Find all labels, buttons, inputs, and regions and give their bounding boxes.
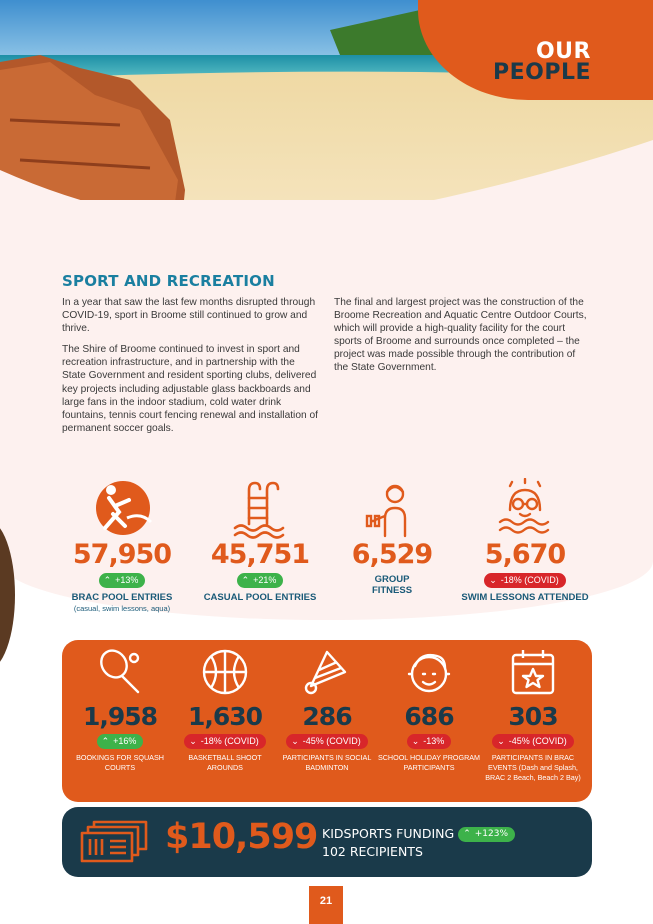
funding-amount: $10,599 [165, 817, 318, 857]
right-column [334, 296, 592, 383]
stat-basketball [172, 646, 278, 773]
chevron-down-icon: ⌄ [497, 736, 505, 746]
stat-squash-bookings [67, 646, 173, 773]
change-badge: ⌃ +123% [458, 827, 515, 842]
stat-casual-pool-entries [198, 478, 322, 603]
section-title: SPORT AND RECREATION [62, 272, 275, 290]
tag-line-2: PEOPLE [492, 60, 591, 85]
change-badge: ⌄ -45% (COVID) [492, 734, 574, 749]
pool-ladder-icon [229, 478, 291, 540]
child-face-icon [403, 646, 455, 698]
fitness-woman-icon [361, 478, 423, 540]
money-stack-icon [78, 819, 150, 865]
stat-label: GROUP FITNESS [371, 574, 413, 596]
page-number: 21 [309, 886, 343, 924]
stat-swim-lessons [458, 478, 592, 603]
swimmer-goggles-icon [494, 478, 556, 540]
chevron-down-icon: ⌄ [291, 736, 299, 746]
paragraph: In a year that saw the last few months disrupted through COVID-19, sport in Broome still continued to grow and thrive. [62, 297, 316, 335]
stat-value: 6,529 [351, 539, 433, 570]
stat-value: 1,630 [187, 702, 263, 731]
stat-label: BRAC POOL ENTRIES [71, 592, 173, 603]
stat-label: PARTICIPANTS IN BRAC EVENTS (Dash and Splash, BRAC 2 Beach, Beach 2 Bay) [485, 753, 581, 782]
chevron-up-icon: ⌃ [241, 575, 250, 585]
stat-value: 5,670 [484, 539, 566, 570]
stat-school-holiday [376, 646, 482, 773]
squash-racket-icon [94, 646, 146, 698]
stat-value: 57,950 [72, 539, 172, 570]
stat-value: 286 [302, 702, 352, 731]
stat-label: BASKETBALL SHOOT AROUNDS [188, 753, 262, 772]
change-badge: ⌄ -45% (COVID) [286, 734, 368, 749]
basketball-icon [199, 646, 251, 698]
stat-value: 303 [508, 702, 558, 731]
funding-title: KIDSPORTS FUNDING [322, 826, 455, 841]
stat-label: PARTICIPANTS IN SOCIAL BADMINTON [282, 753, 372, 772]
swimmer-runner-icon [91, 478, 153, 540]
section-tag-text [493, 41, 591, 83]
stat-badminton [274, 646, 380, 773]
stat-value: 1,958 [82, 702, 158, 731]
change-badge: ⌄ -18% (COVID) [184, 734, 266, 749]
change-badge: ⌄ -13% [407, 734, 452, 749]
funding-recipients: 102 RECIPIENTS [322, 844, 423, 859]
stat-label: SWIM LESSONS ATTENDED [461, 592, 589, 603]
chevron-down-icon: ⌄ [189, 736, 197, 746]
paragraph: The Shire of Broome continued to invest in sport and recreation infrastructure, and in partnership with the State Government and resident sporting clubs, delivered key projects including adjustable glass backboards and large fans in the indoor stadium, cold water drink fountains, tennis court fencing renewal and installation of permanent soccer goals. [62, 344, 318, 434]
change-badge: ⌃ +16% [97, 734, 144, 749]
stat-value: 686 [404, 702, 454, 731]
stat-label: BOOKINGS FOR SQUASH COURTS [76, 753, 164, 772]
stat-group-fitness [342, 478, 442, 596]
stat-sublabel: (casual, swim lessons, aqua) [73, 604, 171, 613]
funding-text [322, 825, 515, 861]
left-column [62, 296, 320, 443]
change-badge: ⌃ +13% [99, 573, 146, 588]
stat-label: SCHOOL HOLIDAY PROGRAM PARTICIPANTS [377, 753, 481, 772]
paragraph: The final and largest project was the construction of the Broome Recreation and Aquatic Centre Outdoor Courts, which will provide a high-quality facility for the court sports of Broome and surrounds once completed – the project was made possible through the contribution of the State Government. [334, 297, 587, 374]
change-badge: ⌄ -18% (COVID) [484, 573, 566, 588]
chevron-up-icon: ⌃ [103, 575, 112, 585]
chevron-down-icon: ⌄ [489, 575, 497, 585]
change-badge: ⌃ +21% [237, 573, 284, 588]
tag-line-1: OUR [535, 39, 591, 64]
chevron-up-icon: ⌃ [101, 736, 110, 746]
shuttlecock-icon [301, 646, 353, 698]
stat-brac-pool-entries [62, 478, 182, 613]
calendar-star-icon [507, 646, 559, 698]
stat-label: CASUAL POOL ENTRIES [203, 592, 317, 603]
stat-brac-events [480, 646, 586, 783]
chevron-down-icon: ⌄ [411, 736, 420, 746]
stat-value: 45,751 [210, 539, 310, 570]
chevron-up-icon: ⌃ [463, 829, 471, 839]
